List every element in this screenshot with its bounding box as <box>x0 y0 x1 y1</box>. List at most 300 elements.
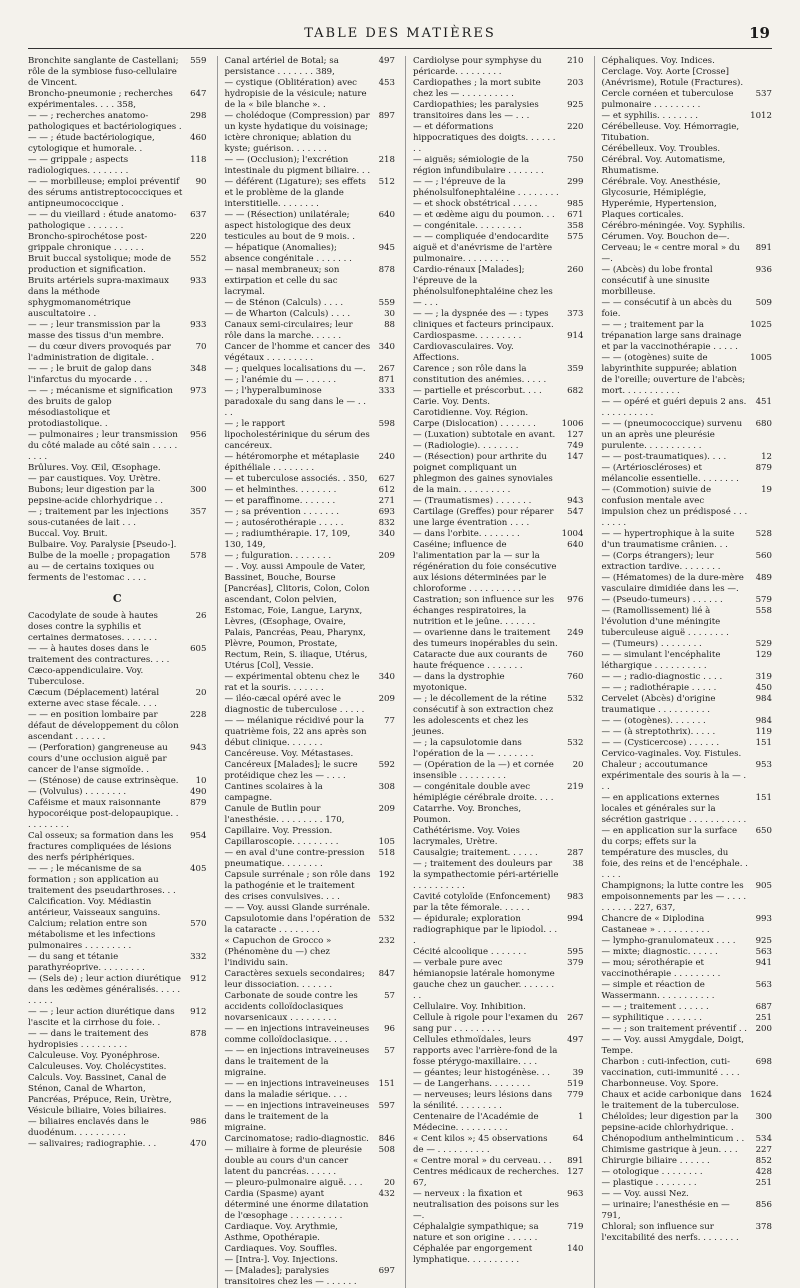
index-entry <box>602 694 773 716</box>
index-entry <box>225 1134 396 1145</box>
index-entry <box>413 430 584 441</box>
index-entry <box>28 611 207 644</box>
entry-page-ref: 232 <box>378 936 395 946</box>
entry-text: — — en injections intraveineuses dans le traitement de la migraine. <box>224 1101 370 1133</box>
entry-page-ref: 963 <box>567 1189 584 1199</box>
entry-page-ref: 1012 <box>750 111 772 121</box>
page-number: 19 <box>749 24 770 42</box>
entry-page-ref: 70 <box>195 342 207 352</box>
entry-page-ref: 267 <box>378 364 395 374</box>
entry-page-ref: 57 <box>384 991 395 1001</box>
entry-page-ref: 151 <box>755 793 772 803</box>
entry-page-ref <box>564 804 584 826</box>
entry-page-ref <box>564 408 584 419</box>
entry-text: Cervelet (Abcès) d'origine traumatique . . . . . . . . . . <box>601 694 716 715</box>
entry-text: Caféisme et maux raisonnante hypocoréique post-delopaupique. . . . . . . . . . <box>28 798 179 830</box>
index-entry <box>413 892 584 914</box>
index-entry <box>413 1112 584 1134</box>
entry-text: Cacodylate de soude à hautes doses contre la syphilis et certaines dermatoses. . . . . . . <box>28 611 158 643</box>
entry-page-ref: 405 <box>190 864 207 874</box>
index-entry <box>413 1134 584 1156</box>
entry-page-ref: 105 <box>378 837 395 847</box>
entry-page-ref: 579 <box>755 595 772 605</box>
entry-page-ref: 680 <box>755 419 772 429</box>
index-entry <box>413 1167 584 1189</box>
entry-text: — aiguës; sémiologie de la région infundibulaire . . . . . . . <box>413 155 544 176</box>
index-entry <box>413 441 584 452</box>
entry-page-ref: 760 <box>567 650 584 660</box>
entry-page-ref: 251 <box>755 1178 772 1188</box>
page-title: TABLE DES MATIÈRES <box>304 26 496 41</box>
index-entry <box>225 716 396 749</box>
index-entry <box>28 952 207 974</box>
index-entry <box>602 958 773 980</box>
index-entry <box>602 485 773 529</box>
entry-page-ref: 519 <box>567 1079 584 1089</box>
entry-text: Cardiaques. Voy. Souffles. <box>224 1244 338 1254</box>
index-entry <box>28 864 207 897</box>
index-entry <box>225 375 396 386</box>
entry-text: Cérumen. Voy. Bouchon de—. <box>601 232 730 242</box>
index-entry <box>413 694 584 738</box>
index-entry <box>28 1073 207 1117</box>
index-entry <box>225 111 396 155</box>
entry-text: — dans la dystrophie myotonique. <box>413 672 505 693</box>
entry-page-ref: 129 <box>755 650 772 660</box>
index-entry <box>28 254 207 276</box>
entry-text: — — (Occlusion); l'excrétion intestinale du pigment biliaire. . . <box>224 155 371 176</box>
entry-page-ref: 378 <box>755 1222 772 1232</box>
entry-text: — — ; le mécanisme de sa formation ; son application au traitement des pseudarthroses. . . <box>28 864 176 896</box>
entry-text: Cérébelleuse. Voy. Hémorragie, Titubation. <box>601 122 740 143</box>
index-entry <box>602 111 773 122</box>
entry-page-ref <box>564 397 584 408</box>
index-entry <box>602 122 773 144</box>
entry-text: Bubons; leur digestion par la pepsine-acide chlorhydrique . . <box>28 485 163 506</box>
index-entry <box>602 606 773 639</box>
entry-text: Carie. Voy. Dents. <box>413 397 490 407</box>
entry-text: Chirurgie biliaire . . . . . . <box>601 1156 710 1166</box>
entry-text: Bulbaire. Voy. Paralysie [Pseudo-]. <box>28 540 177 550</box>
entry-text: — simple et réaction de Wassermann. . . . . . . . . . . <box>601 980 715 1001</box>
entry-page-ref: 650 <box>755 826 772 836</box>
index-entry <box>602 639 773 650</box>
entry-page-ref <box>564 1002 584 1013</box>
entry-page-ref: 1005 <box>750 353 772 363</box>
entry-page-ref: 933 <box>190 276 207 286</box>
entry-text: — ; sa prévention . . . . . . . <box>224 507 340 517</box>
entry-page-ref: 1004 <box>561 529 584 539</box>
index-entry <box>602 936 773 947</box>
entry-page-ref: 532 <box>567 738 584 748</box>
entry-page-ref: 10 <box>195 776 207 786</box>
entry-text: Cardio-rénaux [Malades]; l'épreuve de la phénolsulfonephtaléine chez les — . . . <box>413 265 553 308</box>
index-entry <box>225 562 396 672</box>
entry-page-ref: 508 <box>378 1145 395 1155</box>
index-column-4 <box>594 56 773 1288</box>
entry-text: Cérébelleux. Voy. Troubles. <box>601 144 721 154</box>
index-columns <box>28 56 772 1287</box>
entry-page-ref: 1624 <box>750 1090 772 1100</box>
entry-page-ref: 453 <box>378 78 395 88</box>
entry-page-ref: 118 <box>190 155 207 165</box>
index-entry <box>413 529 584 540</box>
entry-text: Cardiolyse pour symphyse du péricarde. . . . . . . . . <box>413 56 542 77</box>
entry-text: — syphilitique . . . . . . . <box>601 1013 702 1023</box>
entry-page-ref: 570 <box>190 919 207 929</box>
entry-page-ref <box>752 221 772 232</box>
entry-text: — — (à streptothrix). . . . . <box>601 727 716 737</box>
index-entry <box>602 221 773 232</box>
index-entry <box>602 155 773 177</box>
entry-text: — — morbilleuse; emploi préventif des sérums antistreptococciques et antipneumococcique . <box>28 177 183 209</box>
index-entry <box>413 848 584 859</box>
index-entry <box>28 540 207 551</box>
entry-text: — — à hautes doses dans le traitement des contractures. . . . <box>28 644 170 665</box>
entry-text: Carbonate de soude contre les accidents colloïdoclasiques novarsenicaux . . . . . . . . . <box>224 991 358 1023</box>
index-entry <box>602 738 773 749</box>
entry-text: Calcium; relation entre son métabolisme et les infections pulmonaires . . . . . . . . . <box>28 919 156 951</box>
entry-text: Caséine; influence de l'alimentation par la — sur la régénération du foie consécutive aux lésions déterminées par le chloroforme . . . . . . . . . . <box>413 540 557 594</box>
entry-text: — — ; son traitement préventif . . <box>601 1024 748 1034</box>
entry-page-ref: 640 <box>378 210 395 220</box>
entry-text: — lympho-granulomateux . . . . <box>601 936 736 946</box>
index-entry <box>413 782 584 804</box>
entry-page-ref: 88 <box>384 320 395 330</box>
entry-text: Cerclage. Voy. Aorte [Crosse] (Anévrisme), Rotule (Fractures). <box>601 67 744 88</box>
entry-page-ref <box>752 67 772 89</box>
index-entry <box>225 485 396 496</box>
entry-text: — (Résection) pour arthrite du poignet compliquant un phlegmon des gaines synoviales de la main. . . . . . . . . . <box>413 452 553 495</box>
index-entry <box>28 551 207 584</box>
entry-text: — mixte; diagnostic. . . . . . <box>601 947 718 957</box>
entry-page-ref: 300 <box>190 485 207 495</box>
entry-text: Carpe (Dislocation) . . . . . . . <box>413 419 536 429</box>
entry-page-ref: 578 <box>190 551 207 561</box>
index-entry <box>602 243 773 265</box>
entry-text: — — ; leur transmission par la masse des tissus d'un membre. <box>28 320 164 341</box>
entry-text: Cardiaque. Voy. Arythmie, Asthme, Opothérapie. <box>224 1222 338 1243</box>
index-entry <box>413 1156 584 1167</box>
entry-page-ref: 983 <box>567 892 584 902</box>
entry-page-ref: 140 <box>567 1244 584 1254</box>
index-entry <box>413 155 584 177</box>
index-entry <box>225 1255 396 1266</box>
index-entry <box>602 1145 773 1156</box>
index-entry <box>413 1222 584 1244</box>
entry-page-ref: 563 <box>755 980 772 990</box>
entry-page-ref: 450 <box>755 683 772 693</box>
entry-page-ref <box>752 1035 772 1057</box>
entry-page-ref: 77 <box>384 716 395 726</box>
entry-text: — (Pseudo-tumeurs) . . . . . . <box>601 595 723 605</box>
index-entry <box>28 1117 207 1139</box>
index-entry <box>225 672 396 694</box>
entry-page-ref: 532 <box>567 694 584 704</box>
entry-text: Centenaire de l'Académie de Médecine. . . . . . . . . . <box>413 1112 539 1133</box>
index-entry <box>602 1013 773 1024</box>
entry-page-ref: 832 <box>378 518 395 528</box>
entry-text: — épidurale; exploration radiographique par le lipiodol. . . . <box>413 914 558 946</box>
entry-text: — — ; traitement par la trépanation large sans drainage et par la vaccinothérapie . . . . . <box>601 320 742 352</box>
entry-page-ref: 575 <box>567 232 584 242</box>
entry-text: Cæcum (Déplacement) latéral externe avec stase fécale. . . . <box>28 688 160 709</box>
entry-text: — — opéré et guéri depuis 2 ans. . . . . . . . . . . <box>601 397 747 418</box>
entry-text: — (Sténose) de cause extrinsèque. <box>28 776 179 786</box>
index-entry <box>602 595 773 606</box>
entry-page-ref: 470 <box>190 1139 207 1149</box>
index-entry <box>28 320 207 342</box>
index-entry <box>602 793 773 826</box>
entry-page-ref: 973 <box>190 386 207 396</box>
entry-page-ref <box>752 56 772 67</box>
index-entry <box>413 100 584 122</box>
entry-page-ref <box>375 749 395 760</box>
entry-text: Cantines scolaires à la campagne. <box>224 782 323 803</box>
entry-text: Cardiovasculaires. Voy. Affections. <box>413 342 514 363</box>
entry-page-ref: 749 <box>567 441 584 451</box>
index-entry <box>602 716 773 727</box>
entry-text: Calculeuse. Voy. Pyonéphrose. <box>28 1051 160 1061</box>
entry-page-ref: 227 <box>755 1145 772 1155</box>
index-entry <box>413 408 584 419</box>
entry-text: — — consécutif à un abcès du foie. <box>601 298 732 319</box>
entry-text: — nerveux : la fixation et neutralisation des poisons sur les —. <box>413 1189 559 1221</box>
entry-text: — (Hématomes) de la dure-mère vasculaire dimidiée dans les —. <box>601 573 744 594</box>
entry-page-ref: 879 <box>755 463 772 473</box>
index-entry <box>602 67 773 89</box>
index-entry <box>413 1002 584 1013</box>
entry-text: — nasal membraneux; son extirpation et celle du sac lacrymal. <box>224 265 340 297</box>
index-entry <box>602 826 773 881</box>
entry-text: Cérébrale. Voy. Anesthésie, Glycosurie, Hémiplégie, Hyperémie, Hypertension, Plaques corticales. <box>601 177 721 220</box>
index-entry <box>225 551 396 562</box>
index-entry <box>602 1079 773 1090</box>
entry-text: — et tuberculose associés. . 350, <box>224 474 368 484</box>
entry-text: — et syphilis. . . . . . . . <box>601 111 699 121</box>
entry-text: Charbonneuse. Voy. Spore. <box>601 1079 719 1089</box>
entry-page-ref: 914 <box>567 331 584 341</box>
entry-text: Caractères sexuels secondaires; leur dissociation. . . . . . . <box>224 969 365 990</box>
entry-page-ref: 697 <box>378 1266 395 1276</box>
index-entry <box>225 760 396 782</box>
index-entry <box>225 243 396 265</box>
entry-page-ref: 300 <box>755 1112 772 1122</box>
entry-text: Cancéreuse. Voy. Métastases. <box>224 749 354 759</box>
index-entry <box>413 760 584 782</box>
entry-text: — salivaires; radiographie. . . <box>28 1139 157 1149</box>
index-entry <box>602 1024 773 1035</box>
entry-text: — de Wharton (Calculs) . . . . <box>224 309 351 319</box>
index-entry <box>413 650 584 672</box>
entry-page-ref: 490 <box>190 787 207 797</box>
entry-page-ref: 912 <box>190 974 207 984</box>
index-entry <box>28 1062 207 1073</box>
index-entry <box>413 1068 584 1079</box>
index-entry <box>225 1222 396 1244</box>
entry-text: — pleuro-pulmonaire aiguë. . . . <box>224 1178 363 1188</box>
entry-page-ref <box>187 1062 207 1073</box>
index-entry <box>413 826 584 848</box>
entry-text: — par caustiques. Voy. Urètre. <box>28 474 161 484</box>
entry-text: — ovarienne dans le traitement des tumeurs inopérables du sein. <box>413 628 558 649</box>
entry-page-ref: 432 <box>378 1189 395 1199</box>
entry-page-ref: 340 <box>378 672 395 682</box>
index-entry <box>225 837 396 848</box>
entry-text: Cérébral. Voy. Automatisme, Rhumatisme. <box>601 155 726 176</box>
index-entry <box>28 210 207 232</box>
entry-text: — — en injections intraveineuses comme colloïdoclasique. . . . <box>224 1024 370 1045</box>
entry-text: — iléo-cæcal opéré avec le diagnostic de tuberculose . . . . . <box>224 694 365 715</box>
index-entry <box>225 694 396 716</box>
entry-text: Cathétérisme. Voy. Voies lacrymales, Urètre. <box>413 826 520 847</box>
entry-page-ref: 218 <box>378 155 395 165</box>
entry-page-ref <box>752 177 772 221</box>
entry-text: — — (Cysticercose) . . . . . . <box>601 738 720 748</box>
entry-page-ref: 682 <box>567 386 584 396</box>
entry-page-ref: 956 <box>190 430 207 440</box>
entry-page-ref: 852 <box>755 1156 772 1166</box>
index-entry <box>602 1200 773 1222</box>
entry-page-ref: 358 <box>567 221 584 231</box>
entry-text: — ; traitement par les injections sous-cutanées de lait . . . <box>28 507 169 528</box>
entry-page-ref: 497 <box>567 1035 584 1045</box>
entry-text: — en applications externes locales et générales sur la sécrétion gastrique . . . . . . . . . . . <box>601 793 747 825</box>
entry-text: — — en injections intraveineuses dans la maladie sérique. . . . <box>224 1079 370 1100</box>
index-entry <box>602 1178 773 1189</box>
entry-text: Castration; son influence sur les échanges respiratoires, la nutrition et le jeûne. . . . . . . <box>413 595 555 627</box>
index-entry <box>28 463 207 474</box>
entry-page-ref: 595 <box>567 947 584 957</box>
entry-page-ref <box>187 529 207 540</box>
entry-text: Cardiopathes ; la mort subite chez les — . . . . . . . . . . <box>413 78 541 99</box>
entry-page-ref: 20 <box>384 1178 395 1188</box>
index-entry <box>413 804 584 826</box>
entry-page-ref <box>752 749 772 760</box>
index-entry <box>28 1139 207 1150</box>
entry-text: — — grippale ; aspects radiologiques. . . . . . . . <box>28 155 129 176</box>
entry-page-ref: 127 <box>567 430 584 440</box>
entry-text: — cholédoque (Compression) par un kyste hydatique du voisinage; ictère chronique; ablation du kyste; guérison. . . . . . . <box>224 111 370 154</box>
entry-text: — (Traumatismes) . . . . . . . <box>413 496 532 506</box>
index-entry <box>225 56 396 78</box>
index-entry <box>225 265 396 298</box>
index-entry <box>28 644 207 666</box>
index-entry <box>225 969 396 991</box>
entry-text: — ; le rapport lipocholestérinique du sérum des cancéreux. <box>224 419 370 451</box>
index-entry <box>413 958 584 1002</box>
entry-text: — (Sels de) ; leur action diurétique dans les œdèmes généralisés. . . . . . . . . . <box>28 974 181 1006</box>
page-header <box>28 24 772 49</box>
entry-page-ref: 871 <box>378 375 395 385</box>
index-entry <box>413 595 584 628</box>
entry-text: « Capuchon de Grocco » (Phénomène du —) chez l'individu sain. <box>224 936 332 968</box>
entry-page-ref <box>375 562 395 672</box>
entry-text: — de Sténon (Calculs) . . . . <box>224 298 344 308</box>
entry-page-ref: 905 <box>755 881 772 891</box>
index-entry <box>225 419 396 452</box>
entry-text: Capillaroscopie. . . . . . . . . <box>224 837 339 847</box>
entry-page-ref: 12 <box>761 452 772 462</box>
entry-page-ref: 592 <box>378 760 395 770</box>
entry-page-ref: 693 <box>378 507 395 517</box>
entry-text: Cécité alcoolique . . . . . . . <box>413 947 527 957</box>
entry-text: Céphaliques. Voy. Indices. <box>601 56 715 66</box>
entry-page-ref: 558 <box>755 606 772 616</box>
index-entry <box>28 1029 207 1051</box>
entry-page-ref: 846 <box>378 1134 395 1144</box>
entry-page-ref: 529 <box>755 639 772 649</box>
entry-text: Carence ; son rôle dans la constitution des anémies. . . . . <box>413 364 547 385</box>
entry-text: — plastique . . . . . . . . <box>601 1178 697 1188</box>
entry-page-ref: 984 <box>755 694 772 704</box>
entry-page-ref: 30 <box>384 309 395 319</box>
entry-text: Cellule à rigole pour l'examen du sang pur . . . . . . . . . <box>413 1013 558 1034</box>
entry-text: — partielle et préscorbut. . . . <box>413 386 542 396</box>
entry-page-ref: 251 <box>755 1013 772 1023</box>
entry-text: — — ; la dyspnée des — : types cliniques et facteurs principaux. <box>413 309 554 330</box>
entry-page-ref: 119 <box>755 727 772 737</box>
entry-page-ref: 941 <box>755 958 772 968</box>
index-entry <box>28 364 207 386</box>
index-entry <box>602 683 773 694</box>
section-letter: C <box>112 592 122 605</box>
entry-page-ref <box>752 155 772 177</box>
entry-text: — — du vieillard : étude anatomo-pathologique . . . . . . . <box>28 210 177 231</box>
index-entry <box>602 56 773 67</box>
entry-text: Chénopodium anthelminticum . . <box>601 1134 745 1144</box>
entry-page-ref: 936 <box>755 265 772 275</box>
entry-page-ref: 891 <box>567 1156 584 1166</box>
entry-text: — ; autosérothérapie . . . . . <box>224 518 344 528</box>
index-entry <box>602 232 773 243</box>
entry-text: — et shock obstétrical . . . . . <box>413 199 538 209</box>
index-entry <box>225 78 396 111</box>
entry-page-ref <box>564 342 584 364</box>
entry-text: Cæco-appendiculaire. Voy. Tuberculose. <box>28 666 144 687</box>
index-entry <box>602 551 773 573</box>
entry-page-ref: 647 <box>190 89 207 99</box>
index-entry <box>602 397 773 419</box>
entry-text: — ; quelques localisations du —. <box>224 364 366 374</box>
entry-page-ref: 552 <box>190 254 207 264</box>
entry-page-ref: 534 <box>755 1134 772 1144</box>
entry-page-ref: 637 <box>190 210 207 220</box>
entry-page-ref: 19 <box>761 485 772 495</box>
entry-page-ref: 925 <box>755 936 772 946</box>
index-entry <box>225 1178 396 1189</box>
index-entry <box>225 914 396 936</box>
entry-page-ref: 249 <box>567 628 584 638</box>
index-entry <box>225 474 396 485</box>
index-entry <box>225 804 396 826</box>
entry-page-ref: 210 <box>567 56 584 66</box>
entry-page-ref: 359 <box>567 364 584 374</box>
index-entry <box>413 672 584 694</box>
entry-text: Céphalée par engorgement lymphatique. . . . . . . . . . <box>413 1244 533 1265</box>
index-entry <box>225 870 396 903</box>
entry-text: — du sang et tétanie parathyréoprive. . . . . . . . . <box>28 952 145 973</box>
entry-page-ref: 220 <box>190 232 207 242</box>
entry-text: Canal artériel de Botal; sa persistance . . . . . . . 389, <box>224 56 339 77</box>
entry-text: — — mélanique récidivé pour la quatrième fois, 22 ans après son début clinique. . . . . . . <box>224 716 367 748</box>
index-entry <box>28 111 207 133</box>
entry-page-ref: 1 <box>578 1112 584 1122</box>
entry-text: — cystique (Oblitération) avec hydropisie de la vésicule; nature de la « bile blanche ». . <box>224 78 367 110</box>
entry-page-ref <box>375 903 395 914</box>
index-entry <box>413 628 584 650</box>
entry-page-ref: 220 <box>567 122 584 132</box>
